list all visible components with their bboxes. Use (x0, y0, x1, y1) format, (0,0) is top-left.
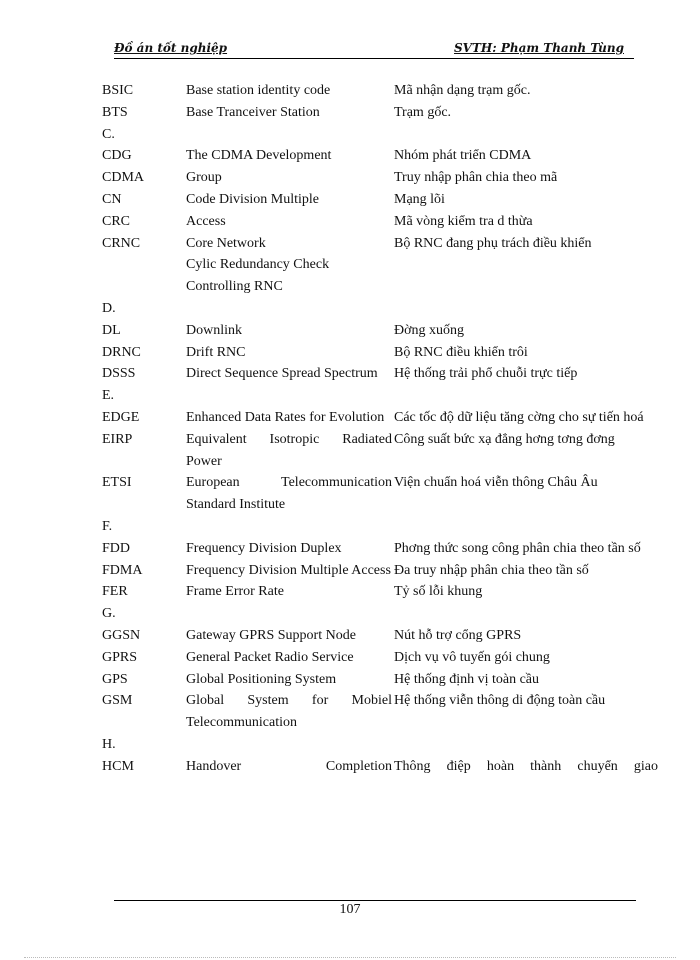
page-number: 107 (339, 902, 361, 917)
english-term: Downlink (186, 322, 242, 338)
vietnamese-term: Công suất bức xạ đẳng hơng tơng đơng (394, 431, 615, 447)
vietnamese-term: Hệ thống trải phổ chuỗi trực tiếp (394, 366, 578, 382)
english-term: Base Tranceiver Station (186, 104, 320, 120)
section-letter: G. (102, 606, 116, 622)
vietnamese-term: Truy nhập phân chia theo mã (394, 170, 558, 186)
abbreviation-row (102, 756, 662, 778)
abbreviation-list (102, 80, 662, 778)
english-term: Global System for Mobiel Telecommunication (186, 693, 392, 731)
english-term: Frequency Division Duplex (186, 540, 342, 556)
english-term: Direct Sequence Spread Spectrum (186, 366, 378, 382)
abbreviation-row (102, 560, 662, 582)
abbreviation: GPS (102, 671, 128, 687)
vietnamese-term: Viện chuẩn hoá viễn thông Châu Âu (394, 475, 598, 491)
vietnamese-term: Mạng lõi (394, 191, 445, 207)
vietnamese-term: Bộ RNC đang phụ trách điều khiển (394, 235, 592, 251)
english-term: Handover Completion (186, 758, 392, 774)
abbreviation-row (102, 189, 662, 211)
vietnamese-term: Trạm gốc. (394, 104, 452, 120)
abbreviation: BSIC (102, 83, 134, 98)
vietnamese-term: Mã vòng kiểm tra d thừa (394, 213, 533, 229)
vietnamese-term: Hệ thống định vị toàn cầu (394, 671, 540, 687)
english-term: Group (186, 170, 222, 186)
english-term: European Telecommunication Standard Institute (186, 475, 392, 513)
abbreviation-row (102, 690, 662, 734)
english-term-continued: Cylic Redundancy Check (186, 257, 330, 273)
continuation-row (102, 254, 662, 276)
abbreviation: GSM (102, 693, 133, 709)
english-term: General Packet Radio Service (186, 649, 354, 665)
footer-rule (114, 900, 636, 901)
abbreviation: CDMA (102, 170, 145, 186)
vietnamese-term: Các tốc độ dữ liệu tăng cờng cho sự tiến hoá (394, 409, 644, 425)
header-document-type: Đồ án tốt nghiệp (114, 41, 228, 55)
english-term: Core Network (186, 235, 266, 251)
abbreviation-row (102, 407, 662, 429)
section-heading (102, 603, 662, 625)
abbreviation-row (102, 472, 662, 516)
vietnamese-term: Thông điệp hoàn thành chuyển giao (394, 758, 658, 774)
abbreviation-row (102, 581, 662, 603)
english-term: Gateway GPRS Support Node (186, 627, 356, 643)
vietnamese-term: Nút hỗ trợ cổng GPRS (394, 627, 522, 643)
abbreviation-row (102, 211, 662, 233)
abbreviation-row (102, 647, 662, 669)
abbreviation: CRC (102, 213, 131, 229)
english-term: The CDMA Development (186, 148, 332, 164)
abbreviation-row (102, 429, 662, 473)
english-term: Drift RNC (186, 344, 246, 360)
abbreviation-row (102, 167, 662, 189)
page-edge-divider (24, 957, 676, 958)
section-letter: D. (102, 300, 116, 316)
abbreviation: CN (102, 191, 122, 207)
abbreviation-row (102, 80, 662, 102)
abbreviation-row (102, 233, 662, 255)
section-heading (102, 734, 662, 756)
abbreviation-row (102, 145, 662, 167)
section-letter: E. (102, 388, 115, 404)
section-heading (102, 516, 662, 538)
section-letter: H. (102, 736, 116, 752)
english-term: Base station identity code (186, 83, 331, 98)
english-term: Global Positioning System (186, 671, 337, 687)
abbreviation: HCM (102, 758, 134, 774)
vietnamese-term: Đa truy nhập phân chia theo tần số (394, 562, 589, 578)
abbreviation-row (102, 342, 662, 364)
abbreviation: EDGE (102, 409, 140, 425)
abbreviation-row (102, 363, 662, 385)
vietnamese-term: Đờng xuống (394, 322, 465, 338)
abbreviation: DSSS (102, 366, 136, 382)
abbreviation-row (102, 538, 662, 560)
vietnamese-term: Mã nhận dạng trạm gốc. (394, 83, 531, 98)
abbreviation: FDMA (102, 562, 143, 578)
english-term-continued: Controlling RNC (186, 279, 283, 295)
english-term: Frequency Division Multiple Access (186, 562, 391, 578)
abbreviation-row (102, 625, 662, 647)
english-term: Frame Error Rate (186, 584, 284, 600)
page-header (114, 38, 634, 59)
abbreviation: DRNC (102, 344, 141, 360)
abbreviation: GGSN (102, 627, 141, 643)
vietnamese-term: Hệ thống viễn thông di động toàn cầu (394, 693, 606, 709)
abbreviation: BTS (102, 104, 128, 120)
abbreviation: FER (102, 584, 128, 600)
section-heading (102, 124, 662, 146)
abbreviation: CRNC (102, 235, 141, 251)
abbreviation: FDD (102, 540, 131, 556)
abbreviation: ETSI (102, 475, 132, 491)
header-author: SVTH: Phạm Thanh Tùng (454, 41, 624, 55)
section-heading (102, 298, 662, 320)
section-letter: F. (102, 518, 113, 534)
abbreviation-row (102, 320, 662, 342)
vietnamese-term: Tỷ số lỗi khung (394, 584, 483, 600)
abbreviation-row (102, 669, 662, 691)
abbreviation: GPRS (102, 649, 138, 665)
vietnamese-term: Dịch vụ vô tuyến gói chung (394, 649, 550, 665)
vietnamese-term: Bộ RNC điều khiển trôi (394, 344, 528, 360)
abbreviation: EIRP (102, 431, 133, 447)
continuation-row (102, 276, 662, 298)
abbreviation: CDG (102, 148, 132, 164)
english-term: Enhanced Data Rates for Evolution (186, 409, 385, 425)
vietnamese-term: Nhóm phát triển CDMA (394, 148, 532, 164)
section-letter: C. (102, 126, 115, 142)
vietnamese-term: Phơng thức song công phân chia theo tần số (394, 540, 641, 556)
english-term: Code Division Multiple (186, 191, 319, 207)
english-term: Access (186, 213, 226, 229)
english-term: Equivalent Isotropic Radiated Power (186, 431, 392, 469)
abbreviation: DL (102, 322, 121, 338)
abbreviation-row (102, 102, 662, 124)
section-heading (102, 385, 662, 407)
